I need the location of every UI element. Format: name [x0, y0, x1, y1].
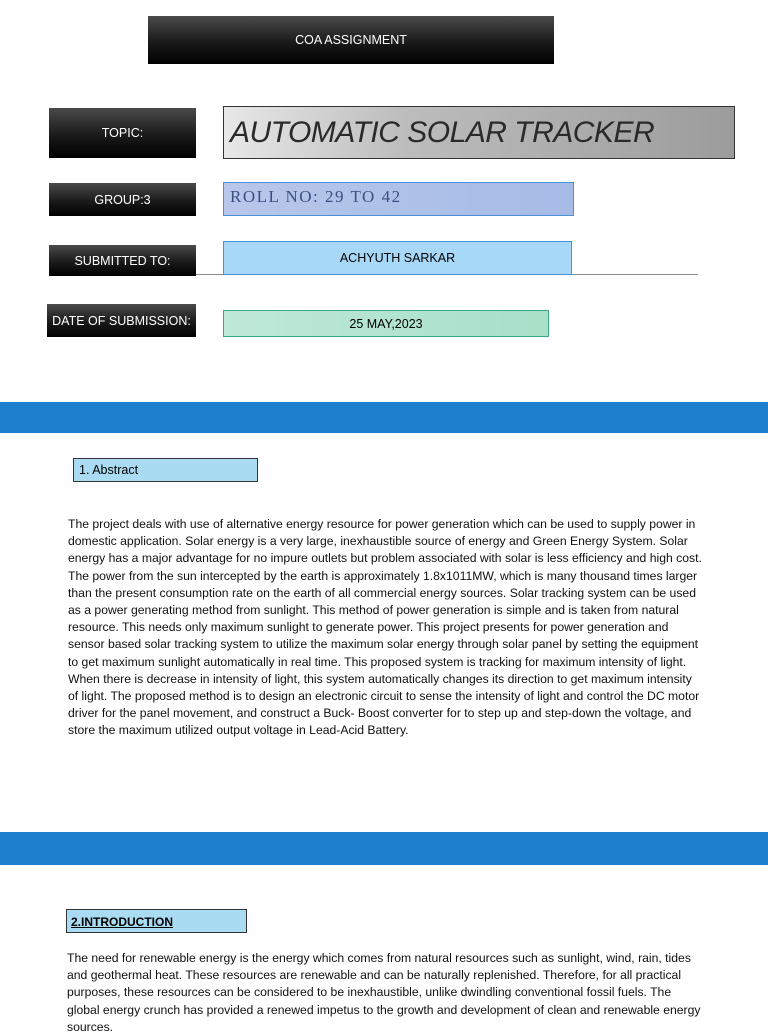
- submitted-to-label: SUBMITTED TO:: [49, 245, 196, 276]
- document-title: [148, 16, 554, 64]
- document-title-text: COA ASSIGNMENT: [295, 33, 407, 47]
- submitted-to-value: ACHYUTH SARKAR: [223, 241, 572, 275]
- section-divider-band: [0, 832, 768, 865]
- roll-number-value: ROLL NO: 29 TO 42: [223, 182, 574, 216]
- group-label: GROUP:3: [49, 183, 196, 216]
- date-label: DATE OF SUBMISSION:: [47, 304, 196, 337]
- topic-value: AUTOMATIC SOLAR TRACKER: [223, 106, 735, 159]
- introduction-heading: 2.INTRODUCTION: [66, 909, 247, 933]
- topic-label: TOPIC:: [49, 108, 196, 158]
- abstract-heading: 1. Abstract: [73, 458, 258, 482]
- abstract-body: The project deals with use of alternative energy resource for power generation which can be used to supply power in domestic application. Solar energy is a very large, inexhaustible source of energy and Green Energy System. Solar energy has a major advantage for no impure outlets but problem associated with solar is less efficiency and high cost. The power from the sun intercepted by the earth is approximately 1.8x1011MW, which is many thousand times larger than the present consumption rate on the earth of all commercial energy sources. Solar tracking system can be used as a power generating method from sunlight. This method of power generation is simple and is taken from natural resource. This needs only maximum sunlight to generate power. This project presents for power generation and sensor based solar tracking system to utilize the maximum solar energy through solar panel by setting the equipment to get maximum sunlight automatically in real time. This proposed system is tracking for maximum intensity of light. When there is decrease in intensity of light, this system automatically changes its direction to get maximum intensity of light. The proposed method is to design an electronic circuit to sense the intensity of light and control the DC motor driver for the panel movement, and construct a Buck- Boost converter for to step up and step-down the voltage, and store the maximum utilized output voltage in Lead-Acid Battery.: [68, 517, 702, 738]
- section-divider-band: [0, 402, 768, 433]
- introduction-body: The need for renewable energy is the energy which comes from natural resources such as sunlight, wind, rain, tides and geothermal heat. These resources are renewable and can be naturally replenished. Therefore, for all practical purposes, these resources can be considered to be inexhaustible, unlike dwindling conventional fossil fuels. The global energy crunch has provided a renewed impetus to the growth and development of clean and renewable energy sources.: [67, 951, 701, 1034]
- date-value: 25 MAY,2023: [223, 310, 549, 337]
